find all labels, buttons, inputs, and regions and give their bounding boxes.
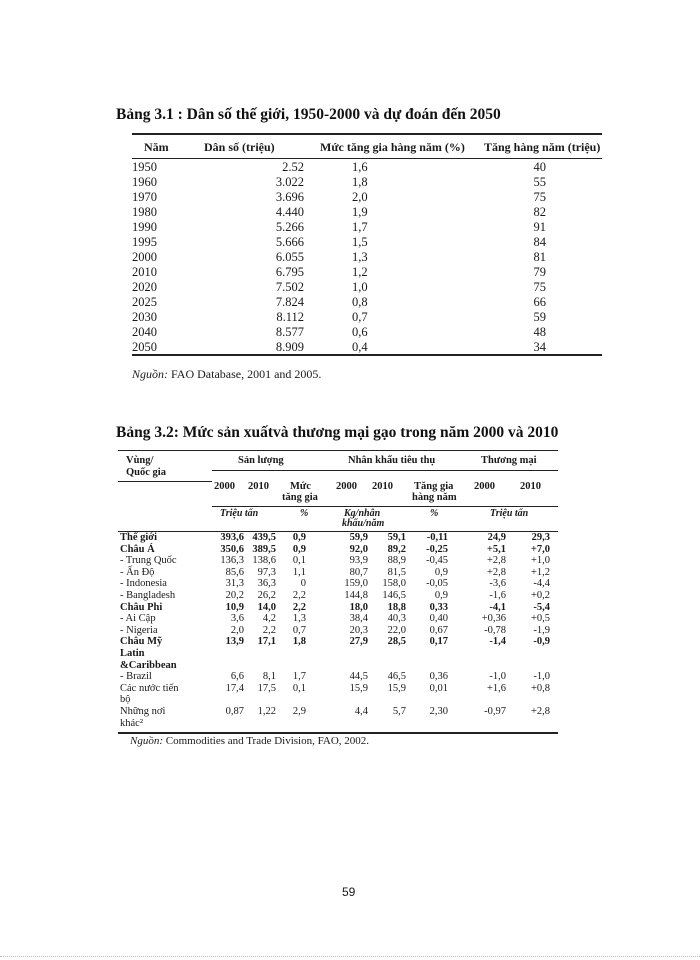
- table1-cell: 2,0: [352, 190, 368, 204]
- unit-cons-1: Kg/nhân: [344, 508, 381, 519]
- table2-cell: 24,9: [487, 532, 506, 543]
- table2-cell: -1,6: [489, 590, 506, 601]
- table2-cell: 3,6: [230, 613, 244, 625]
- table2-row-name: Những nơi: [120, 706, 166, 717]
- table2-cell: +0,8: [530, 682, 550, 694]
- table2-cell: 26,2: [257, 590, 276, 601]
- table2-cell: 92,0: [349, 543, 368, 555]
- table2-cell: 138,6: [252, 555, 276, 567]
- table2-cell: 2,2: [262, 624, 276, 636]
- table2-cell: 2,2: [292, 590, 306, 601]
- table2-group-rule: [212, 470, 558, 471]
- table1-cell: 2000: [132, 250, 157, 264]
- table1-cell: 79: [533, 265, 546, 279]
- table2-cell: 14,0: [257, 601, 276, 613]
- sub-p2000: 2000: [214, 481, 235, 492]
- table1-cell: 0,6: [352, 325, 368, 339]
- table1-cell: 2010: [132, 265, 157, 279]
- table1-cell: 1990: [132, 220, 157, 234]
- table1-cell: 1980: [132, 205, 157, 219]
- table2-row-name: khác²: [120, 717, 143, 729]
- table1-cell: 59: [533, 310, 546, 324]
- table1-cell: 5.666: [275, 235, 304, 249]
- table2-cell: 159,0: [344, 578, 368, 590]
- table2-cell: 0,9: [434, 590, 448, 601]
- table2-cell: 389,5: [252, 543, 276, 555]
- table2-cell: +1,6: [486, 682, 506, 694]
- table2-cell: 81,5: [387, 566, 406, 578]
- table2-cell: 17,1: [257, 636, 276, 648]
- table2-cell: 17,4: [225, 682, 244, 694]
- table2-cell: -3,6: [489, 578, 506, 590]
- sub-pgrowth-1: Mức: [290, 481, 311, 492]
- table1-row: [132, 220, 602, 235]
- table1-cell: 84: [533, 235, 546, 249]
- table1-row: [132, 205, 602, 220]
- table2-row-name: - Bangladesh: [120, 590, 176, 601]
- table2-cell: 0,9: [434, 566, 448, 578]
- table2-cell: 1,1: [292, 566, 306, 578]
- table2-row-name: Thế giới: [120, 532, 158, 543]
- table2-cell: 1,3: [292, 613, 306, 625]
- table1-cell: 2050: [132, 340, 157, 354]
- table1-cell: 1,0: [352, 280, 368, 294]
- table2-sub-rule: [212, 506, 558, 507]
- table1-cell: 2030: [132, 310, 157, 324]
- table2-cell: 80,7: [349, 566, 368, 578]
- table1-cell: 2040: [132, 325, 157, 339]
- table1-source-label: Nguồn:: [132, 367, 168, 381]
- unit-prod: Triệu tấn: [220, 508, 259, 519]
- table2-cell: 439,5: [252, 532, 276, 543]
- unit-cons-2: khẩu/năm: [342, 518, 385, 529]
- table2-source-label: Nguồn:: [130, 735, 163, 747]
- table1-cell: 2020: [132, 280, 157, 294]
- table1-cell: 48: [533, 325, 546, 339]
- table1-row: [132, 175, 602, 190]
- table2-cell: +2,8: [486, 555, 506, 567]
- table1-title: Bảng 3.1 : Dân số thế giới, 1950-2000 và dự đoán đến 2050: [116, 106, 501, 123]
- table2-row-name: - Nigeria: [120, 624, 158, 636]
- table1-cell: 1950: [132, 160, 157, 174]
- unit-pct2: %: [430, 508, 439, 519]
- table2-title: Bảng 3.2: Mức sản xuấtvà thương mại gạo trong năm 2000 và 2010: [116, 424, 559, 441]
- table2-header-production: Sản lượng: [238, 455, 284, 466]
- table2-cell: 1,22: [257, 706, 276, 717]
- table2-row-name: - Trung Quốc: [120, 555, 177, 567]
- table1-cell: 1960: [132, 175, 157, 189]
- table2-cell: -0,97: [484, 706, 506, 717]
- table2-cell: 18,0: [349, 601, 368, 613]
- table1-row: [132, 325, 602, 340]
- sub-pgrowth-2: tăng gia: [282, 492, 318, 503]
- table2-row-name: - Indonesia: [120, 578, 167, 590]
- table2-cell: 27,9: [349, 636, 368, 648]
- table2-row: [118, 718, 558, 731]
- table1-header-rule: [132, 158, 602, 159]
- table2-row-name: Châu Mỹ: [120, 636, 163, 648]
- table2-cell: 2,30: [429, 706, 448, 717]
- table2-row-name: Châu Á: [120, 543, 155, 555]
- table1-cell: 7.502: [275, 280, 304, 294]
- table2-cell: 4,2: [262, 613, 276, 625]
- table2-cell: +0,2: [530, 590, 550, 601]
- table2-cell: 59,9: [349, 532, 368, 543]
- table1-row: [132, 295, 602, 310]
- table2-source: [130, 735, 369, 747]
- sub-c2000: 2000: [336, 481, 357, 492]
- table2-cell: 0,9: [292, 532, 306, 543]
- page-bottom-border: [0, 956, 700, 957]
- table1-cell: 6.055: [275, 250, 304, 264]
- table1-cell: 1,3: [352, 250, 368, 264]
- table1-cell: 1970: [132, 190, 157, 204]
- table2-cell: -1,0: [533, 671, 550, 683]
- table2-bottom-rule: [118, 732, 558, 734]
- table2-cell: 18,8: [387, 601, 406, 613]
- table2-cell: 40,3: [387, 613, 406, 625]
- table1-cell: 81: [533, 250, 546, 264]
- table2-cell: 1,7: [292, 671, 306, 683]
- table1-header: [132, 140, 602, 156]
- table2-cell: 0,1: [292, 555, 306, 567]
- table1-cell: 75: [533, 190, 546, 204]
- table1-row: [132, 250, 602, 265]
- table2-cell: 0,67: [429, 624, 448, 636]
- table2-cell: -5,4: [533, 601, 550, 613]
- table2-cell: +0,5: [530, 613, 550, 625]
- table2-cell: 0,9: [292, 543, 306, 555]
- table1-cell: 1,8: [352, 175, 368, 189]
- table1-cell: 7.824: [275, 295, 304, 309]
- sub-cgrowth-1: Tăng gia: [414, 481, 454, 492]
- table1-row: [132, 340, 602, 355]
- table1-header-year: Năm: [144, 140, 169, 154]
- table1-cell: 5.266: [275, 220, 304, 234]
- table2-cell: +2,8: [486, 566, 506, 578]
- table2-cell: 29,3: [531, 532, 550, 543]
- table2-cell: 5,7: [392, 706, 406, 717]
- table2-cell: 2,9: [292, 706, 306, 717]
- table2-cell: 93,9: [349, 555, 368, 567]
- table2-cell: -0,05: [426, 578, 448, 590]
- table2-row-name: - Brazil: [120, 671, 152, 683]
- table2-cell: 0,40: [429, 613, 448, 625]
- table1-cell: 3.022: [275, 175, 304, 189]
- sub-t2000: 2000: [474, 481, 495, 492]
- table2-top-rule: [118, 450, 558, 451]
- table2-cell: 20,3: [349, 624, 368, 636]
- table2-cell: +1,2: [530, 566, 550, 578]
- table2-row-name: &Caribbean: [120, 659, 177, 671]
- table1-source-text: FAO Database, 2001 and 2005.: [168, 367, 322, 381]
- sub-c2010: 2010: [372, 481, 393, 492]
- table2-cell: 0,33: [429, 601, 448, 613]
- table2-cell: +7,0: [530, 543, 550, 555]
- table2-cell: 46,5: [387, 671, 406, 683]
- table2-cell: 22,0: [387, 624, 406, 636]
- table2-cell: 15,9: [387, 682, 406, 694]
- table2-cell: +1,0: [530, 555, 550, 567]
- table2-row-name: - Ấn Độ: [120, 566, 155, 578]
- table1-cell: 6.795: [275, 265, 304, 279]
- table1-cell: 91: [533, 220, 546, 234]
- table2-row-name: bộ: [120, 694, 131, 706]
- table2-cell: 136,3: [220, 555, 244, 567]
- table2-cell: -0,9: [533, 636, 550, 648]
- table2-cell: 2,2: [292, 601, 306, 613]
- table1-cell: 1,6: [352, 160, 368, 174]
- table2-cell: 0,36: [429, 671, 448, 683]
- table2-row-name: Latin: [120, 648, 145, 659]
- page-number: 59: [342, 885, 356, 899]
- table2-cell: 146,5: [382, 590, 406, 601]
- table2-cell: +5,1: [486, 543, 506, 555]
- table2-cell: 144,8: [344, 590, 368, 601]
- table2-cell: 0,01: [429, 682, 448, 694]
- table2-cell: -0,25: [426, 543, 448, 555]
- table2-cell: +0,36: [481, 613, 506, 625]
- table1-row: [132, 310, 602, 325]
- table2-cell: 31,3: [225, 578, 244, 590]
- sub-t2010: 2010: [520, 481, 541, 492]
- table2-cell: 6,6: [230, 671, 244, 683]
- table1-header-increase: Tăng hàng năm (triệu): [484, 140, 601, 154]
- table1-cell: 1995: [132, 235, 157, 249]
- table2-cell: 28,5: [387, 636, 406, 648]
- table2-cell: 0,17: [429, 636, 448, 648]
- table1-cell: 0,4: [352, 340, 368, 354]
- table2-subheader: [118, 481, 558, 509]
- table1-cell: 0,8: [352, 295, 368, 309]
- table1-cell: 40: [533, 160, 546, 174]
- table1-cell: 2.52: [282, 160, 304, 174]
- table2-cell: 59,1: [387, 532, 406, 543]
- table2-cell: 88,9: [387, 555, 406, 567]
- table1-top-rule: [132, 133, 602, 135]
- table1-row: [132, 190, 602, 205]
- table2-cell: 10,9: [225, 601, 244, 613]
- table2-cell: -0,78: [484, 624, 506, 636]
- table2-cell: 350,6: [220, 543, 244, 555]
- table2-units: [118, 508, 558, 532]
- table2-cell: 4,4: [354, 706, 368, 717]
- table2-source-text: Commodities and Trade Division, FAO, 2002.: [163, 735, 370, 747]
- table2-cell: +2,8: [530, 706, 550, 717]
- table1-cell: 1,5: [352, 235, 368, 249]
- table2-cell: 1,8: [292, 636, 306, 648]
- table2-cell: -0,45: [426, 555, 448, 567]
- table2-cell: -1,0: [489, 671, 506, 683]
- sub-cgrowth-2: hàng năm: [412, 492, 457, 503]
- table1-cell: 55: [533, 175, 546, 189]
- table2-cell: -4,4: [533, 578, 550, 590]
- table2-header-consumption: Nhân khẩu tiêu thụ: [348, 455, 436, 466]
- table1-header-population: Dân số (triệu): [204, 140, 275, 154]
- table2-row-name: - Ai Cập: [120, 613, 156, 625]
- table2-cell: 36,3: [257, 578, 276, 590]
- table2-cell: 17,5: [257, 682, 276, 694]
- table2-cell: 0,7: [292, 624, 306, 636]
- table1-cell: 75: [533, 280, 546, 294]
- table2-cell: 85,6: [225, 566, 244, 578]
- table1-cell: 0,7: [352, 310, 368, 324]
- table1-cell: 4.440: [275, 205, 304, 219]
- table2-cell: 0: [300, 578, 306, 590]
- table1-row: [132, 235, 602, 250]
- table1-bottom-rule: [132, 354, 602, 356]
- table2-cell: -1,9: [533, 624, 550, 636]
- table1-cell: 1,7: [352, 220, 368, 234]
- table2-cell: -0,11: [426, 532, 448, 543]
- table1-cell: 8.577: [275, 325, 304, 339]
- table1-row: [132, 160, 602, 175]
- table1-row: [132, 265, 602, 280]
- table1-cell: 2025: [132, 295, 157, 309]
- table2-cell: -1,4: [489, 636, 506, 648]
- table2-cell: 0,87: [225, 706, 244, 717]
- table1-cell: 34: [533, 340, 546, 354]
- table2-row-name: Các nước tiến: [120, 682, 179, 694]
- sub-p2010: 2010: [248, 481, 269, 492]
- table1-cell: 3.696: [275, 190, 304, 204]
- unit-pct1: %: [300, 508, 309, 519]
- table2-cell: 13,9: [225, 636, 244, 648]
- table2-header-region-2: Quốc gia: [126, 467, 166, 478]
- table2-cell: 44,5: [349, 671, 368, 683]
- table1-source: [132, 367, 321, 382]
- table2-cell: 20,2: [225, 590, 244, 601]
- table2-cell: 15,9: [349, 682, 368, 694]
- table2-cell: 89,2: [387, 543, 406, 555]
- table1-cell: 8.112: [276, 310, 304, 324]
- table2-cell: 393,6: [220, 532, 244, 543]
- table2-cell: 38,4: [349, 613, 368, 625]
- table1-cell: 1,2: [352, 265, 368, 279]
- table2-cell: 97,3: [257, 566, 276, 578]
- table2-cell: 0,1: [292, 682, 306, 694]
- table1-cell: 1,9: [352, 205, 368, 219]
- table2-header-trade: Thương mại: [481, 455, 537, 466]
- table1-row: [132, 280, 602, 295]
- table1-cell: 8.909: [275, 340, 304, 354]
- table2-cell: -4,1: [489, 601, 506, 613]
- table2-cell: 158,0: [382, 578, 406, 590]
- table2-cell: 8,1: [262, 671, 276, 683]
- table2-row-name: Châu Phi: [120, 601, 163, 613]
- table2-header-region-1: Vùng/: [126, 455, 154, 466]
- table1-cell: 82: [533, 205, 546, 219]
- table1-header-growth: Mức tăng gia hàng năm (%): [320, 140, 465, 154]
- unit-trade: Triệu tấn: [490, 508, 529, 519]
- table1-cell: 66: [533, 295, 546, 309]
- table2-cell: 2,0: [230, 624, 244, 636]
